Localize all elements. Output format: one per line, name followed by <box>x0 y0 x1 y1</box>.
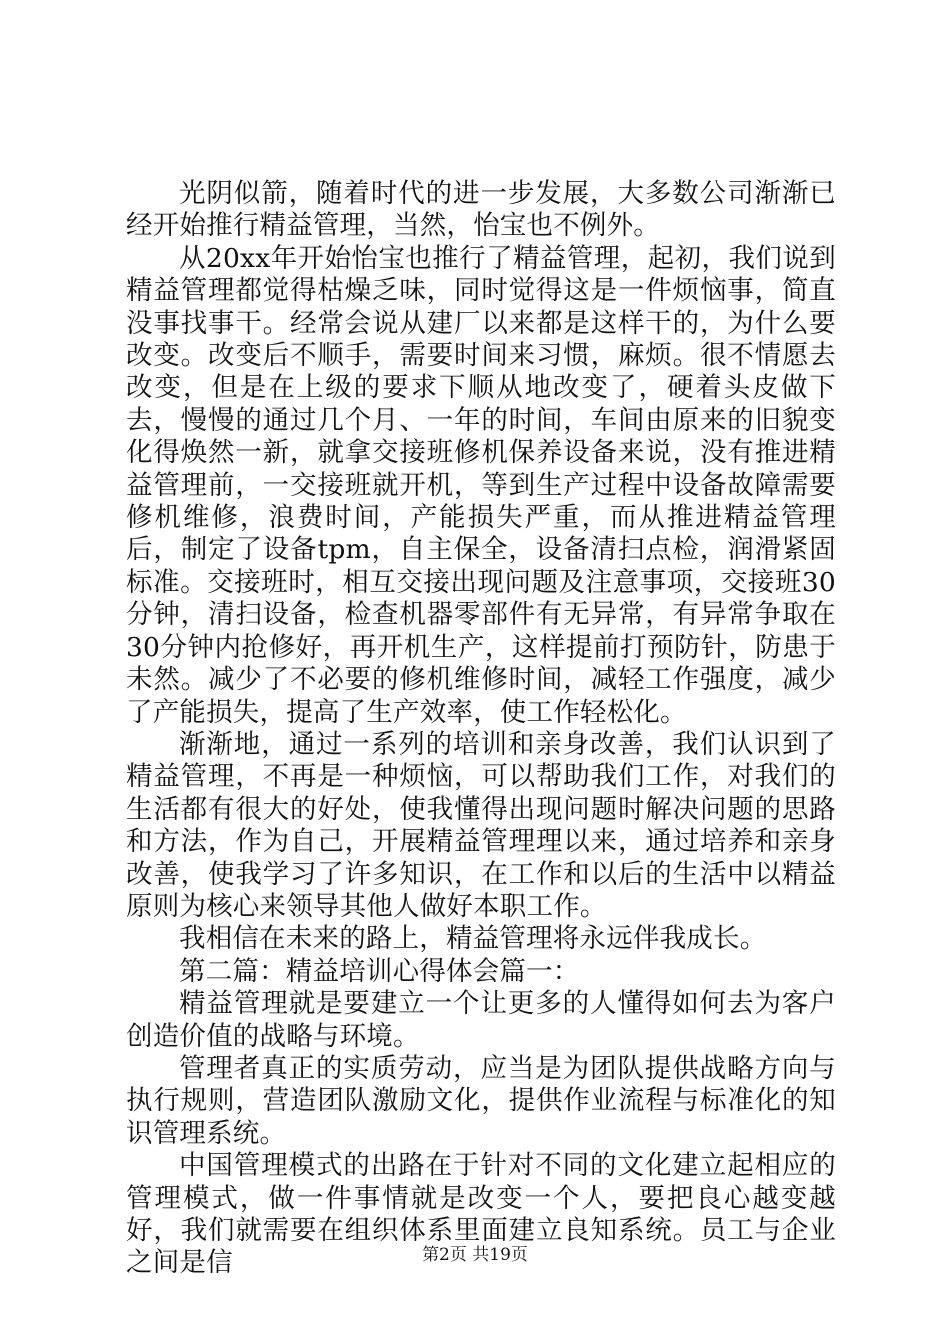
paragraph-2: 从20xx年开始怡宝也推行了精益管理，起初，我们说到精益管理都觉得枯燥乏味，同时觉得这是一件烦恼事，简直没事找事干。经常会说从建厂以来都是这样干的，为什么要改变。改变后不顺手，需要时间来习惯，麻烦。很不情愿去改变，但是在上级的要求下顺从地改变了，硬着头皮做下去，慢慢的通过几个月、一年的时间，车间由原来的旧貌变化得焕然一新，就拿交接班修机保养设备来说，没有推进精益管理前，一交接班就开机，等到生产过程中设备故障需要修机维修，浪费时间，产能损失严重，而从推进精益管理后，制定了设备tpm，自主保全，设备清扫点检，润滑紧固标准。交接班时，相互交接出现问题及注意事项，交接班30分钟，清扫设备，检查机器零部件有无异常，有异常争取在30分钟内抢修好，再开机生产，这样提前打预防针，防患于未然。减少了不必要的修机维修时间，减轻工作强度，减少了产能损失，提高了生产效率，使工作轻松化。 <box>126 242 836 728</box>
paragraph-1: 光阴似箭，随着时代的进一步发展，大多数公司渐渐已经开始推行精益管理，当然，怡宝也不例外。 <box>126 178 836 242</box>
page-footer: 第2页 共19页 <box>422 1245 528 1265</box>
paragraph-5: 精益管理就是要建立一个让更多的人懂得如何去为客户创造价值的战略与环境。 <box>126 988 836 1052</box>
paragraph-6: 管理者真正的实质劳动，应当是为团队提供战略方向与执行规则，营造团队激励文化，提供作业流程与标准化的知识管理系统。 <box>126 1052 836 1149</box>
paragraph-7: 中国管理模式的出路在于针对不同的文化建立起相应的管理模式，做一件事情就是改变一个人，要把良心越变越好，我们就需要在组织体系里面建立良知系统。员工与企业之间是信 <box>126 1150 836 1279</box>
section-heading: 第二篇：精益培训心得体会篇一： <box>179 955 580 987</box>
document-body <box>126 178 836 1280</box>
paragraph-4: 我相信在未来的路上，精益管理将永远伴我成长。 <box>179 923 767 955</box>
paragraph-3: 渐渐地，通过一系列的培训和亲身改善，我们认识到了精益管理，不再是一种烦恼，可以帮助我们工作，对我们的生活都有很大的好处，使我懂得出现问题时解决问题的思路和方法，作为自己，开展精益管理理以来，通过培养和亲身改善，使我学习了许多知识，在工作和以后的生活中以精益原则为核心来领导其他人做好本职工作。 <box>126 728 836 922</box>
